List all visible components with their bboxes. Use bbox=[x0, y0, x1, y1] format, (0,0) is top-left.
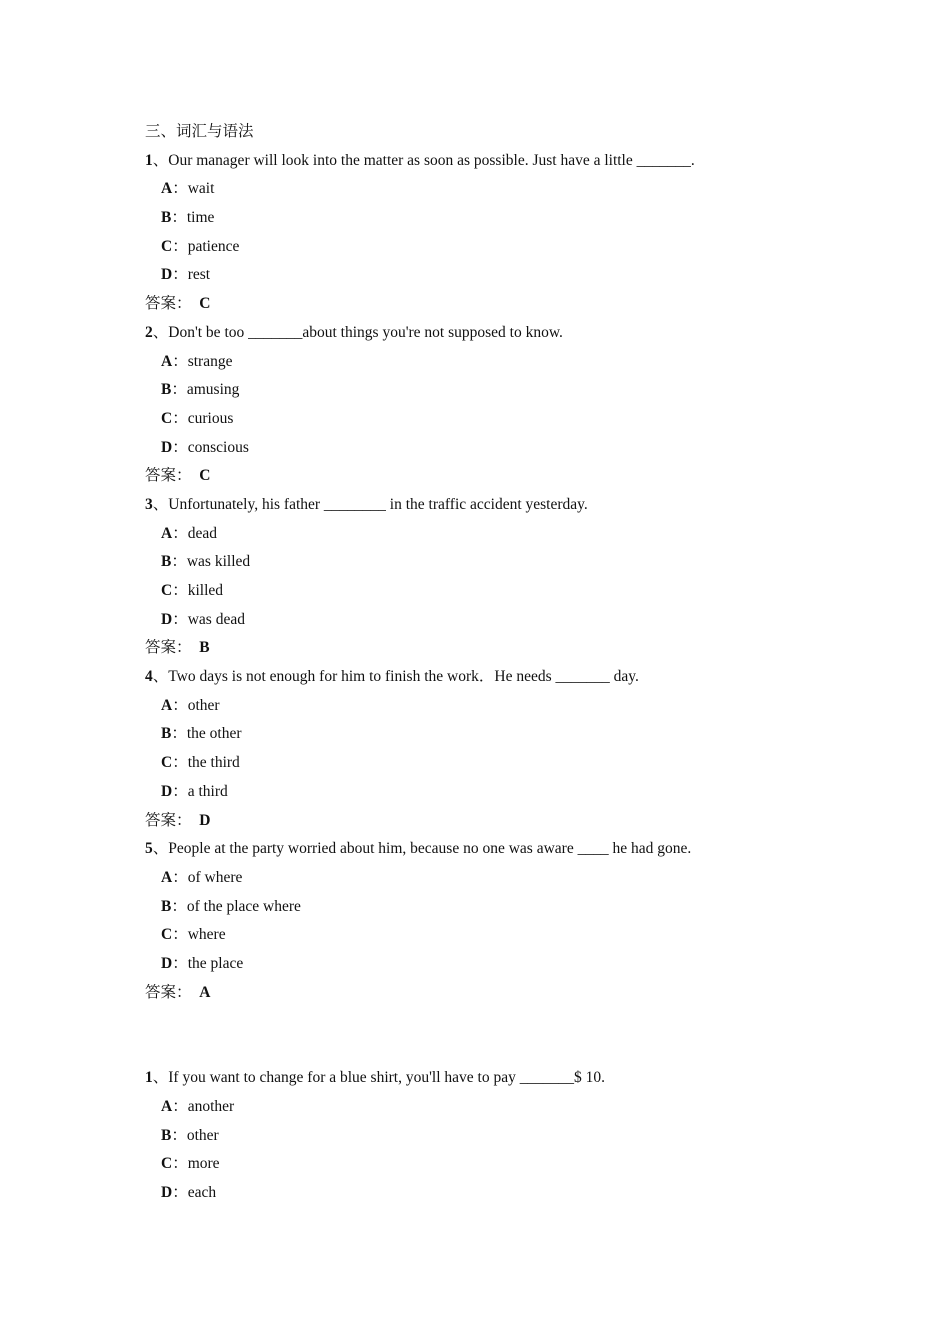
option-letter: C bbox=[161, 1155, 173, 1173]
option-d bbox=[145, 1179, 845, 1208]
option-colon: ： bbox=[172, 524, 188, 542]
option-a bbox=[145, 175, 845, 204]
question-block bbox=[145, 319, 845, 491]
question-text: Two days is not enough for him to finish the work．He needs _______ day. bbox=[168, 668, 639, 686]
option-d bbox=[145, 950, 845, 979]
option-text: other bbox=[187, 696, 220, 714]
option-text: rest bbox=[187, 266, 211, 284]
option-letter: C bbox=[161, 237, 173, 255]
option-letter: D bbox=[161, 1184, 173, 1202]
option-text: conscious bbox=[187, 438, 249, 456]
option-letter: A bbox=[161, 696, 173, 714]
option-colon: ： bbox=[172, 1098, 188, 1115]
option-colon: ： bbox=[172, 1184, 188, 1202]
answer-line bbox=[145, 979, 845, 1008]
option-letter: D bbox=[161, 610, 173, 628]
option-b bbox=[145, 548, 845, 577]
option-colon: ： bbox=[172, 1155, 188, 1173]
option-text: strange bbox=[187, 352, 233, 370]
option-d bbox=[145, 261, 845, 290]
option-d bbox=[145, 606, 845, 635]
option-colon: ： bbox=[172, 409, 188, 427]
question-stem bbox=[145, 835, 845, 864]
option-letter: B bbox=[161, 1126, 172, 1144]
option-letter: B bbox=[161, 209, 172, 227]
option-letter: A bbox=[161, 868, 173, 886]
option-colon: ： bbox=[172, 266, 188, 284]
option-colon: ： bbox=[172, 582, 188, 599]
option-letter: D bbox=[161, 438, 173, 456]
section-gap bbox=[145, 1007, 845, 1064]
option-colon: ： bbox=[172, 696, 188, 714]
option-text: the place bbox=[187, 954, 244, 972]
option-colon: ： bbox=[172, 926, 188, 944]
option-letter: D bbox=[161, 266, 173, 284]
option-c bbox=[145, 1150, 845, 1179]
option-letter: B bbox=[161, 897, 172, 915]
option-text: dead bbox=[187, 524, 217, 542]
option-text: patience bbox=[187, 237, 240, 255]
option-colon: ： bbox=[172, 754, 188, 772]
option-colon: ： bbox=[172, 782, 188, 800]
option-text: was killed bbox=[186, 553, 251, 571]
option-letter: A bbox=[161, 180, 173, 198]
answer-line bbox=[145, 462, 845, 491]
option-text: of where bbox=[187, 868, 243, 886]
option-a bbox=[145, 692, 845, 721]
question-text: Unfortunately, his father ________ in the traffic accident yesterday. bbox=[168, 495, 588, 513]
option-d bbox=[145, 778, 845, 807]
option-letter: A bbox=[161, 524, 173, 542]
option-c bbox=[145, 749, 845, 778]
option-colon: ： bbox=[171, 209, 187, 227]
option-c bbox=[145, 921, 845, 950]
question-block bbox=[145, 663, 845, 835]
question-separator: 、 bbox=[152, 668, 169, 686]
document-page bbox=[145, 118, 845, 1208]
answer-label: 答案： bbox=[145, 983, 192, 1001]
question-text: People at the party worried about him, because no one was aware ____ he had gone. bbox=[168, 840, 692, 858]
option-text: the third bbox=[187, 754, 240, 772]
question-text: If you want to change for a blue shirt, you'll have to pay _______$ 10. bbox=[168, 1069, 605, 1087]
option-text: more bbox=[187, 1155, 220, 1173]
answer-label: 答案： bbox=[145, 811, 192, 829]
option-letter: A bbox=[161, 1098, 173, 1115]
question-stem bbox=[145, 663, 845, 692]
option-colon: ： bbox=[172, 868, 188, 886]
question-text: Don't be too _______about things you're not supposed to know. bbox=[168, 323, 563, 341]
option-text: curious bbox=[187, 409, 234, 427]
option-colon: ： bbox=[171, 381, 187, 399]
question-stem bbox=[145, 491, 845, 520]
option-letter: D bbox=[161, 954, 173, 972]
option-a bbox=[145, 520, 845, 549]
answer-line bbox=[145, 290, 845, 319]
option-colon: ： bbox=[171, 553, 187, 571]
option-letter: C bbox=[161, 409, 173, 427]
option-b bbox=[145, 204, 845, 233]
question-number: 2 bbox=[145, 323, 153, 341]
answer-label: 答案： bbox=[145, 467, 192, 485]
question-block bbox=[145, 1064, 845, 1207]
option-colon: ： bbox=[171, 897, 187, 915]
answer-value: B bbox=[199, 639, 210, 657]
option-letter: B bbox=[161, 381, 172, 399]
question-number: 5 bbox=[145, 840, 153, 858]
answer-value: C bbox=[199, 467, 211, 485]
option-letter: C bbox=[161, 582, 173, 599]
question-separator: 、 bbox=[152, 495, 169, 513]
option-letter: D bbox=[161, 782, 173, 800]
option-d bbox=[145, 434, 845, 463]
question-separator: 、 bbox=[152, 323, 169, 341]
option-text: another bbox=[187, 1098, 235, 1115]
option-text: wait bbox=[187, 180, 215, 198]
option-text: where bbox=[187, 926, 226, 944]
option-b bbox=[145, 1122, 845, 1151]
option-colon: ： bbox=[172, 610, 188, 628]
answer-line bbox=[145, 634, 845, 663]
question-stem bbox=[145, 147, 845, 176]
option-colon: ： bbox=[172, 180, 188, 198]
option-b bbox=[145, 893, 845, 922]
question-separator: 、 bbox=[152, 151, 169, 169]
option-letter: C bbox=[161, 926, 173, 944]
option-a bbox=[145, 864, 845, 893]
option-text: killed bbox=[187, 582, 224, 599]
option-colon: ： bbox=[172, 954, 188, 972]
option-a bbox=[145, 1093, 845, 1122]
option-colon: ： bbox=[172, 237, 188, 255]
answer-line bbox=[145, 807, 845, 836]
option-letter: B bbox=[161, 553, 172, 571]
question-block bbox=[145, 835, 845, 1007]
next-question bbox=[145, 1064, 845, 1207]
question-text: Our manager will look into the matter as soon as possible. Just have a little _______. bbox=[168, 151, 695, 169]
question-stem bbox=[145, 1064, 845, 1093]
option-letter: A bbox=[161, 352, 173, 370]
question-separator: 、 bbox=[152, 840, 169, 858]
option-colon: ： bbox=[171, 1126, 187, 1144]
option-b bbox=[145, 720, 845, 749]
question-block bbox=[145, 491, 845, 663]
option-text: amusing bbox=[186, 381, 240, 399]
option-c bbox=[145, 577, 845, 606]
option-text: the other bbox=[186, 725, 242, 743]
option-text: time bbox=[186, 209, 215, 227]
option-c bbox=[145, 405, 845, 434]
question-list bbox=[145, 147, 845, 1008]
option-letter: B bbox=[161, 725, 172, 743]
question-block bbox=[145, 147, 845, 319]
question-separator: 、 bbox=[152, 1069, 169, 1087]
question-number: 4 bbox=[145, 668, 153, 686]
question-number: 1 bbox=[145, 1069, 153, 1087]
option-text: each bbox=[187, 1184, 217, 1202]
option-colon: ： bbox=[172, 352, 188, 370]
answer-label: 答案： bbox=[145, 295, 192, 313]
option-text: other bbox=[186, 1126, 219, 1144]
question-number: 3 bbox=[145, 495, 153, 513]
option-b bbox=[145, 376, 845, 405]
option-text: a third bbox=[187, 782, 228, 800]
option-a bbox=[145, 348, 845, 377]
answer-value: A bbox=[199, 983, 211, 1001]
option-text: of the place where bbox=[186, 897, 301, 915]
option-c bbox=[145, 233, 845, 262]
option-colon: ： bbox=[172, 438, 188, 456]
answer-label: 答案： bbox=[145, 639, 192, 657]
section-title: 三、词汇与语法 bbox=[145, 123, 254, 140]
answer-value: D bbox=[199, 811, 211, 829]
option-letter: C bbox=[161, 754, 173, 772]
question-number: 1 bbox=[145, 151, 153, 169]
option-colon: ： bbox=[171, 725, 187, 743]
option-text: was dead bbox=[187, 610, 245, 628]
question-stem bbox=[145, 319, 845, 348]
answer-value: C bbox=[199, 295, 211, 313]
